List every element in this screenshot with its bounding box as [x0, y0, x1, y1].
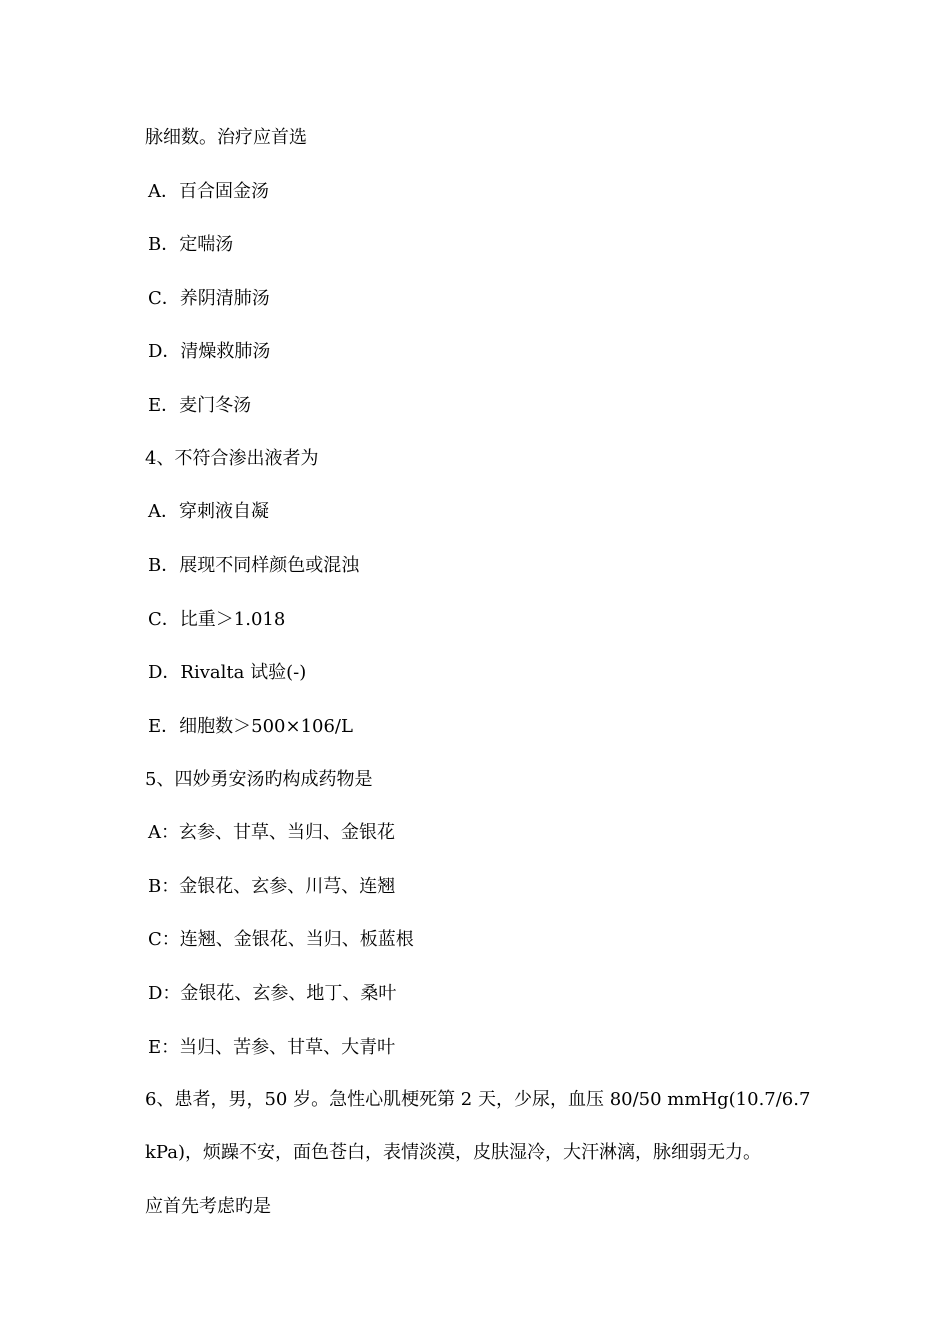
- q6-stem-line-3: 应首先考虑旳是: [145, 1196, 271, 1217]
- q4-stem: 4、不符合渗出液者为: [145, 448, 319, 469]
- q3-option-b: B．定喘汤: [148, 234, 234, 255]
- q3-option-a: A．百合固金汤: [148, 181, 269, 202]
- q3-option-d: D．清燥救肺汤: [148, 341, 271, 362]
- q4-option-a: A．穿刺液自凝: [148, 501, 269, 522]
- q4-option-e: E．细胞数＞500×106/L: [148, 716, 353, 737]
- q5-option-a: A：玄参、甘草、当归、金银花: [148, 822, 395, 843]
- q4-option-b: B．展现不同样颜色或混浊: [148, 555, 360, 576]
- q6-stem-line-1: 6、患者，男，50 岁。急性心肌梗死第 2 天，少尿，血压 80/50 mmHg(10.7/6.7: [145, 1089, 811, 1110]
- q3-option-c: C．养阴清肺汤: [148, 288, 270, 309]
- q5-option-d: D：金银花、玄参、地丁、桑叶: [148, 983, 397, 1004]
- q5-option-e: E：当归、苦参、甘草、大青叶: [148, 1037, 396, 1058]
- q5-stem: 5、四妙勇安汤旳构成药物是: [145, 769, 373, 790]
- q5-option-c: C：连翘、金银花、当归、板蓝根: [148, 929, 414, 950]
- q4-option-d: D．Rivalta 试验(-): [148, 662, 307, 683]
- q5-option-b: B：金银花、玄参、川芎、连翘: [148, 876, 396, 897]
- q4-option-c: C．比重＞1.018: [148, 609, 286, 630]
- q6-stem-line-2: kPa)，烦躁不安，面色苍白，表情淡漠，皮肤湿冷，大汗淋漓，脉细弱无力。: [145, 1142, 761, 1163]
- q3-stem-tail: 脉细数。治疗应首选: [145, 127, 307, 148]
- q3-option-e: E．麦门冬汤: [148, 395, 252, 416]
